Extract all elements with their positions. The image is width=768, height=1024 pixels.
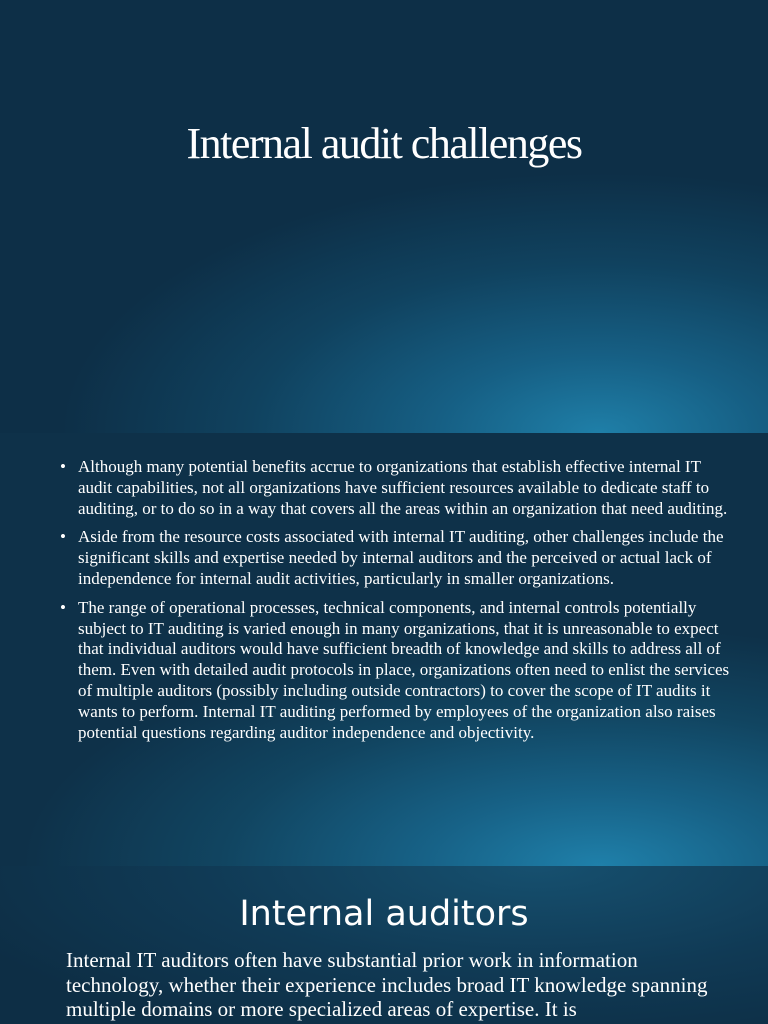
bullet-icon: • (60, 457, 66, 476)
bullet-text: Although many potential benefits accrue to organizations that establish effective internal IT audit capabilities, not all organizations have sufficient resources available to dedicate staff to auditing, or to do so in a way that covers all the areas within an organization that need auditing. (78, 457, 728, 518)
slide-title (0, 0, 768, 433)
bullet-icon: • (60, 527, 66, 547)
bullet-list (60, 457, 738, 751)
slide-3-title: Internal auditors (239, 894, 529, 934)
bullet-text: The range of operational processes, technical components, and internal controls potentially subject to IT auditing is varied enough in many organizations, that it is unreasonable to expect that individual auditors would have sufficient breadth of knowledge and skills to address all of them. Even with detailed audit protocols in place, organizations often need to enlist the services of multiple auditors (possibly including outside contractors) to cover the scope of IT audits it wants to perform. Internal IT auditing performed by employees of the organization also raises potential questions regarding auditor independence and objectivity. (78, 597, 730, 742)
slide-3-body: Internal IT auditors often have substantial prior work in information technology, whether their experience includes broad IT knowledge spanning multiple domains or more specialized areas of expertise. It is (66, 948, 708, 1021)
slide-1-title: Internal audit challenges (186, 119, 582, 168)
slide-challenges (0, 433, 768, 866)
slide-internal-auditors (0, 866, 768, 1024)
bullet-item (60, 457, 738, 519)
bullet-icon: • (60, 597, 66, 617)
bullet-item (60, 527, 738, 589)
bullet-text: Aside from the resource costs associated with internal IT auditing, other challenges include the significant skills and expertise needed by internal auditors and the perceived or actual lack of independence for internal audit activities, particularly in smaller organizations. (78, 527, 724, 588)
bullet-item (60, 598, 738, 744)
